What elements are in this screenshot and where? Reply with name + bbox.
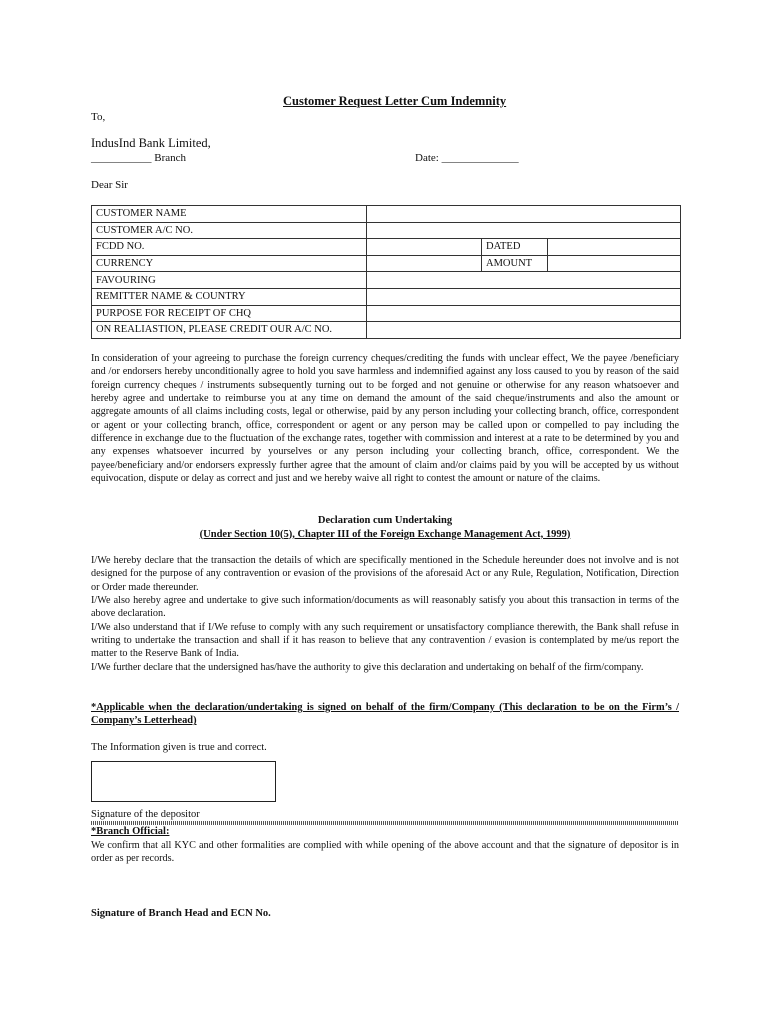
dated-label: DATED (482, 239, 548, 256)
purpose-label: PURPOSE FOR RECEIPT OF CHQ (92, 305, 367, 322)
table-row (92, 239, 681, 256)
declaration-heading: Declaration cum Undertaking (317, 515, 453, 526)
branch-head-signature-label: Signature of Branch Head and ECN No. (91, 908, 271, 919)
salutation: Dear Sir (91, 179, 128, 191)
remitter-field[interactable] (367, 288, 681, 305)
currency-field[interactable] (367, 255, 482, 272)
depositor-signature-label: Signature of the depositor (91, 809, 200, 820)
dated-field[interactable] (548, 239, 681, 256)
purpose-field[interactable] (367, 305, 681, 322)
amount-label: AMOUNT (482, 255, 548, 272)
favouring-label: FAVOURING (92, 272, 367, 289)
favouring-field[interactable] (367, 272, 681, 289)
kyc-confirmation-text: We confirm that all KYC and other formalities are complied with while opening of the above account and that the signature of depositor is in order as per records. (91, 840, 679, 865)
table-row (92, 288, 681, 305)
customer-name-field[interactable] (367, 206, 681, 223)
table-row (92, 305, 681, 322)
branch-line: ___________ Branch (91, 152, 187, 164)
fcdd-no-label: FCDD NO. (92, 239, 367, 256)
branch-official-heading: *Branch Official: (91, 826, 170, 837)
declaration-body (91, 554, 679, 674)
fcdd-no-field[interactable] (367, 239, 482, 256)
indemnity-paragraph: In consideration of your agreeing to purchase the foreign currency cheques/crediting the funds with unclear effect, We the payee /beneficiary and /or endorsers hereby unconditionally agree to hold you save harmless and indemnified against any loss caused to you by reason of the said foreign currency cheques / instruments subsequently turning out to be forged and not genuine or otherwise for any reason whatsoever and hereby agree and undertake to reimburse you at any time on demand the amount of the said cheque/instruments and also the amount or aggregate amounts of all claims including costs, legal or otherwise, paid by any person including your collecting branch, office, correspondent or agent or your collecting branch, office, correspondent or agent or any person may be called upon or compelled to pay including the difference in exchange due to the fluctuation of the exchange rates, together with commission and interest at a rate to be determined by you and any expenses whatsoever incurred by yourselves or any person including your collecting branch, office, correspondent. We the payee/beneficiary and/or endorsers expressly further agree that the amount of claim and/or claims paid by you will be accepted by us without equivocation, dispute or delay as correct and just and we hereby waive all right to contest the amount or nature of the claims. (91, 353, 679, 485)
declaration-heading-block (91, 514, 679, 541)
table-row (92, 222, 681, 239)
declaration-paragraph: I/We also hereby agree and undertake to give such information/documents as will reasonably satisfy you about this transaction in terms of the above declaration. (91, 595, 679, 620)
table-row (92, 206, 681, 223)
schedule-table (91, 205, 681, 339)
info-true-statement: The Information given is true and correct. (91, 742, 267, 753)
customer-ac-no-label: CUSTOMER A/C NO. (92, 222, 367, 239)
table-row (92, 322, 681, 339)
currency-label: CURRENCY (92, 255, 367, 272)
date-line: Date: ______________ (415, 152, 519, 164)
table-row (92, 272, 681, 289)
table-row (92, 255, 681, 272)
remitter-label: REMITTER NAME & COUNTRY (92, 288, 367, 305)
customer-name-label: CUSTOMER NAME (92, 206, 367, 223)
credit-ac-no-field[interactable] (367, 322, 681, 339)
page-title: Customer Request Letter Cum Indemnity (283, 94, 507, 108)
on-realisation-label: ON REALIASTION, PLEASE CREDIT OUR A/C NO. (92, 322, 367, 339)
depositor-signature-box[interactable] (91, 761, 276, 802)
addressee-to: To, (91, 111, 106, 123)
amount-field[interactable] (548, 255, 681, 272)
declaration-paragraph: I/We further declare that the undersigned has/have the authority to give this declaration and undertaking on behalf of the firm/company. (91, 661, 644, 673)
bank-name: IndusInd Bank Limited, (91, 136, 211, 150)
dotted-divider (91, 821, 679, 825)
declaration-paragraph: I/We also understand that if I/We refuse to comply with any such requirement or unsatisfactory compliance therewith, the Bank shall refuse in writing to undertake the transaction and shall if it has reason to believe that any contravention / evasion is contemplated by me/us report the matter to the Reserve Bank of India. (91, 621, 679, 660)
declaration-paragraph: I/We hereby declare that the transaction the details of which are specifically mentioned in the Schedule hereunder does not involve and is not designed for the purpose of any contravention or evasion of the provisions of the aforesaid Act or any Rule, Regulation, Notification, Direction or Order made thereunder. (91, 555, 679, 593)
customer-ac-no-field[interactable] (367, 222, 681, 239)
applicable-note: *Applicable when the declaration/undertaking is signed on behalf of the firm/Company (This declaration to be on the Firm’s / Company’s Letterhead) (91, 702, 679, 727)
declaration-subheading: (Under Section 10(5), Chapter III of the Foreign Exchange Management Act, 1999) (199, 528, 571, 540)
